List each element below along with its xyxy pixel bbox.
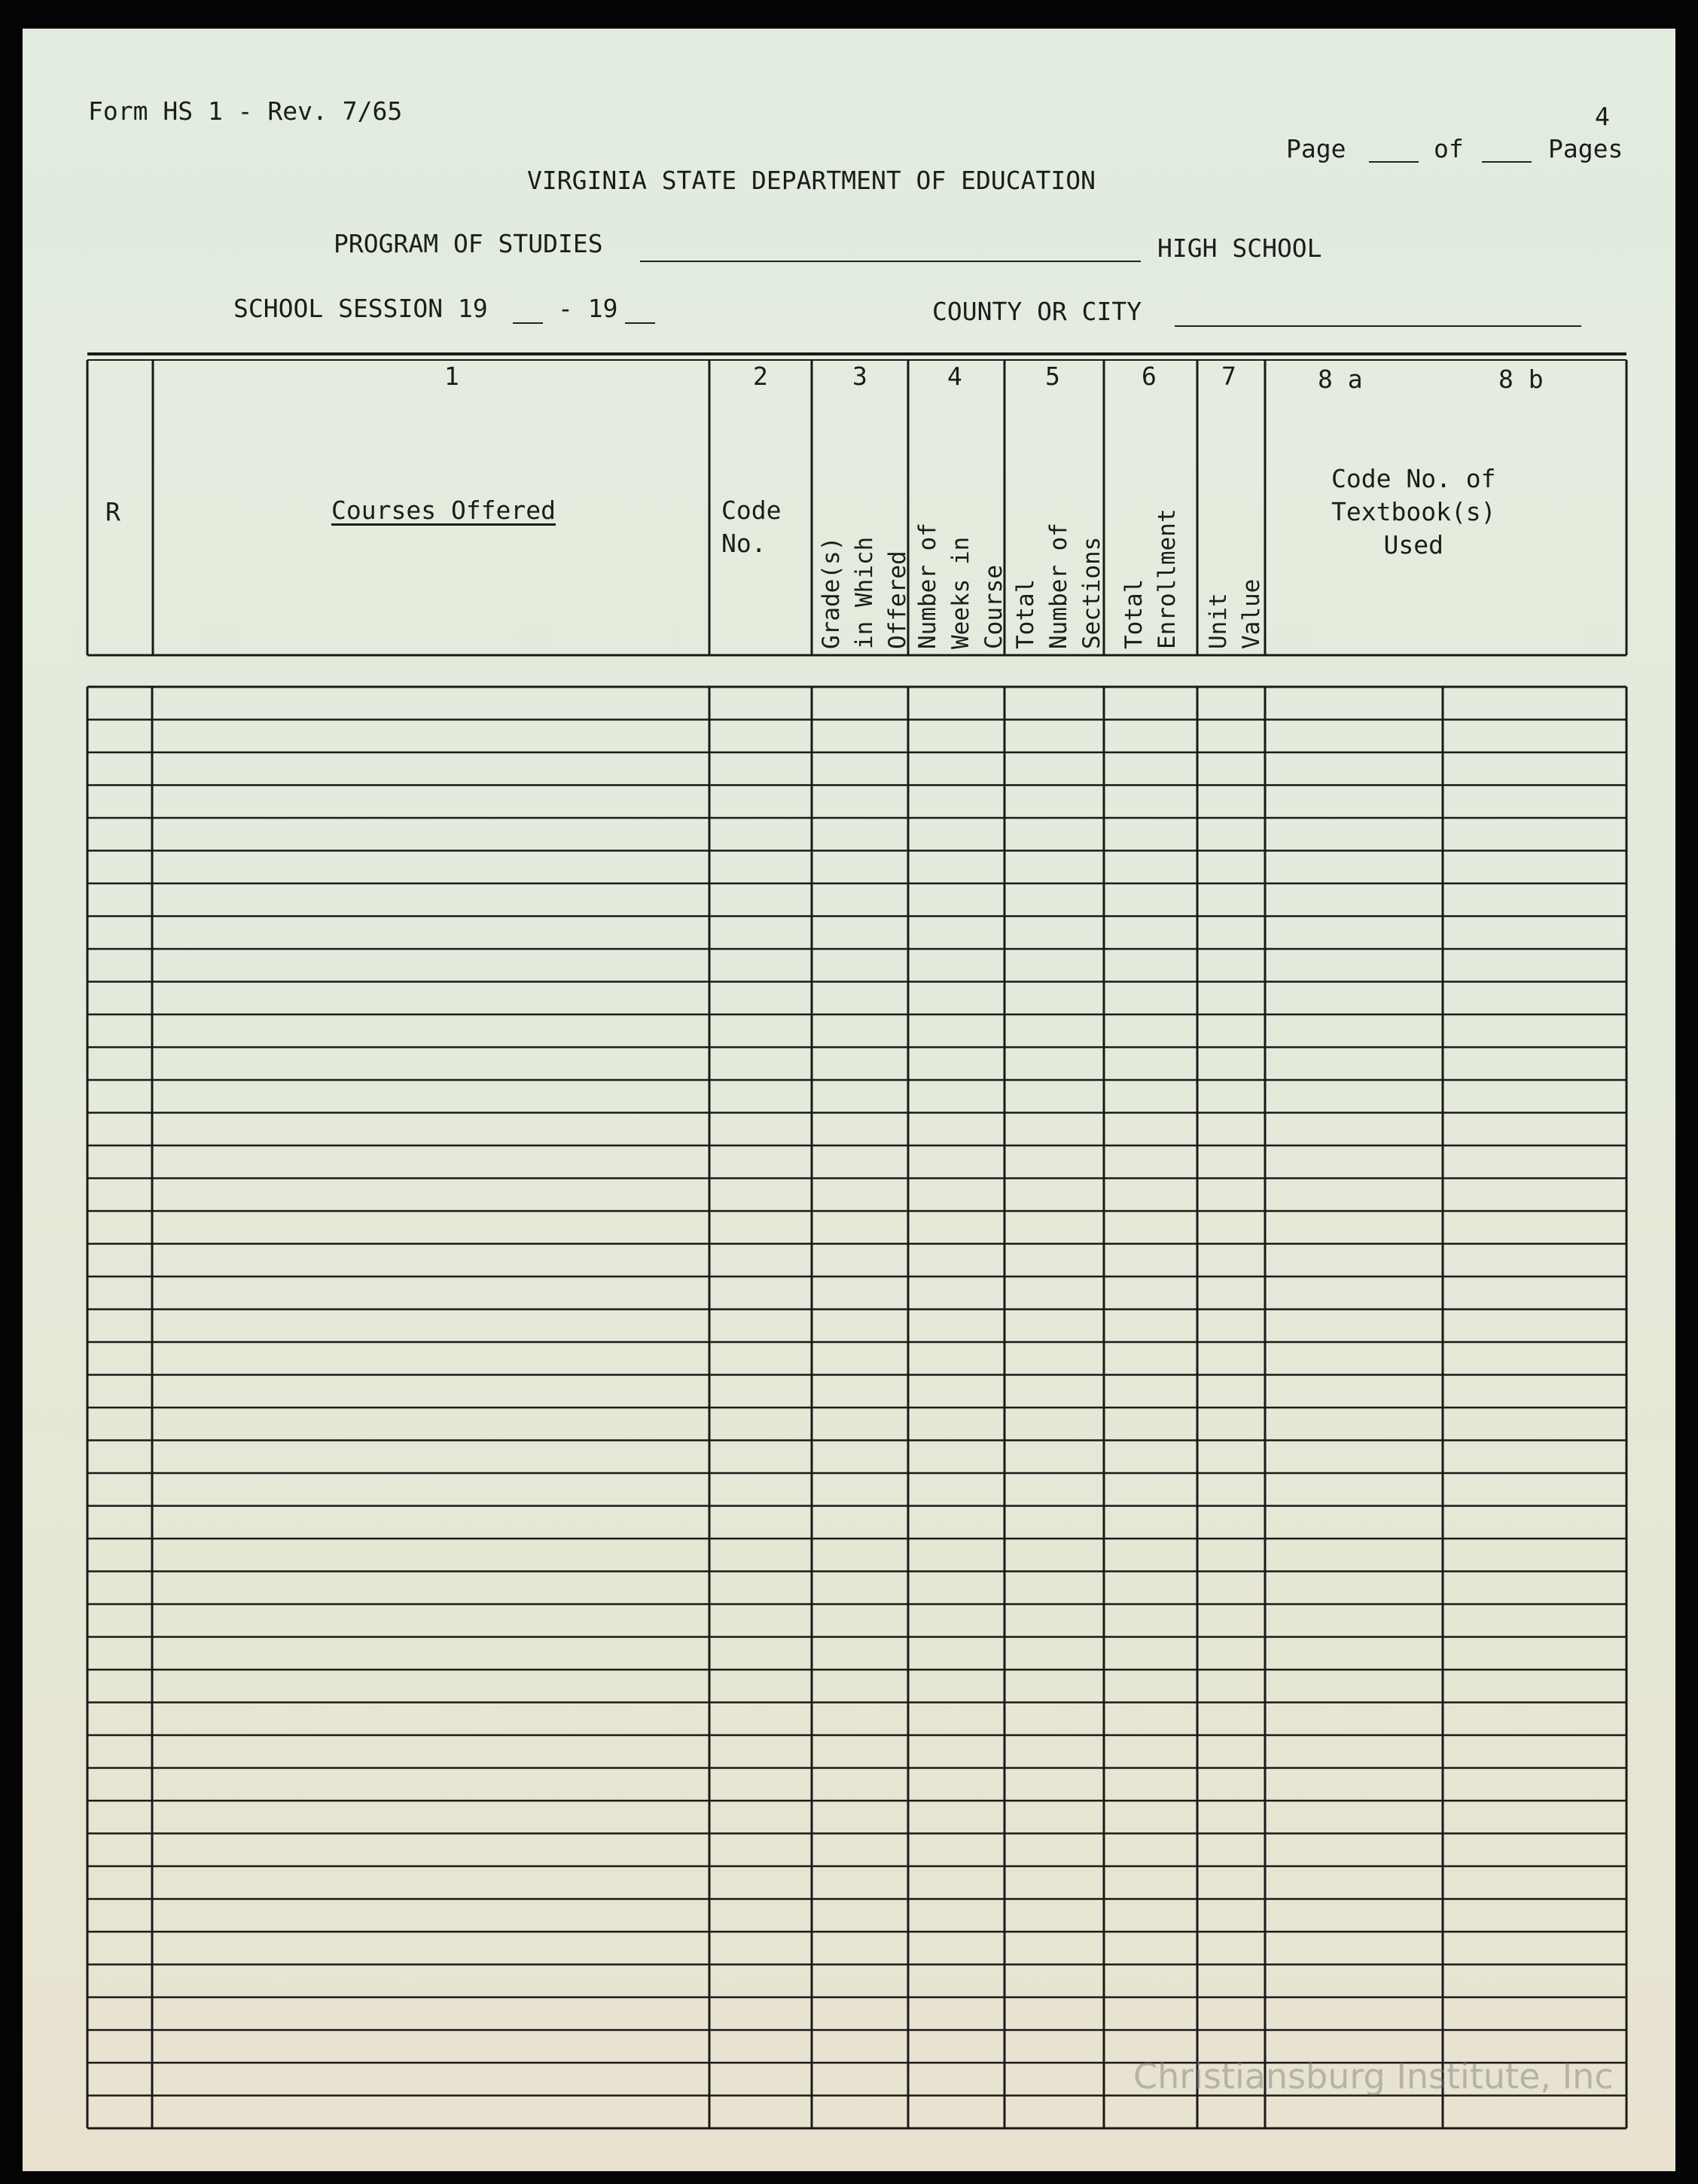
column-number-6: 6 [1142, 361, 1157, 391]
header-code-no: Code No. [721, 496, 782, 558]
header-r: R [105, 497, 120, 526]
county-label: COUNTY OR CITY [932, 297, 1142, 326]
watermark: Christiansburg Institute, Inc [1133, 2056, 1614, 2097]
column-number-1: 1 [444, 361, 459, 391]
column-number-8b: 8 b [1498, 365, 1544, 394]
header-grades-offered: Grade(s) in Which Offered [818, 536, 911, 649]
header-total-sections: Total Number of Sections [1012, 523, 1105, 649]
column-number-2: 2 [753, 361, 768, 391]
column-number-5: 5 [1045, 361, 1060, 391]
header-textbook-codes: Code No. of Textbook(s) Used [1331, 464, 1496, 560]
page-label: Page [1286, 134, 1346, 163]
program-label: PROGRAM OF STUDIES [334, 229, 603, 258]
of-label: of [1434, 134, 1464, 163]
pages-label: Pages [1548, 134, 1623, 163]
page-number: 4 [1595, 102, 1610, 131]
form-id: Form HS 1 - Rev. 7/65 [88, 96, 403, 126]
session-dash: - 19 [558, 294, 618, 323]
high-school-label: HIGH SCHOOL [1157, 233, 1322, 263]
header-total-enrollment: Total Enrollment [1120, 508, 1181, 649]
session-label: SCHOOL SESSION 19 [233, 294, 488, 323]
header-unit-value: Unit Value [1205, 578, 1265, 649]
header-weeks-in-course: Number of Weeks in Course [914, 523, 1008, 649]
column-number-8a: 8 a [1318, 365, 1363, 394]
column-number-4: 4 [947, 361, 962, 391]
header-courses-offered: Courses Offered [331, 496, 556, 525]
column-number-7: 7 [1221, 361, 1236, 391]
department-title: VIRGINIA STATE DEPARTMENT OF EDUCATION [527, 166, 1096, 195]
column-number-3: 3 [852, 361, 867, 391]
